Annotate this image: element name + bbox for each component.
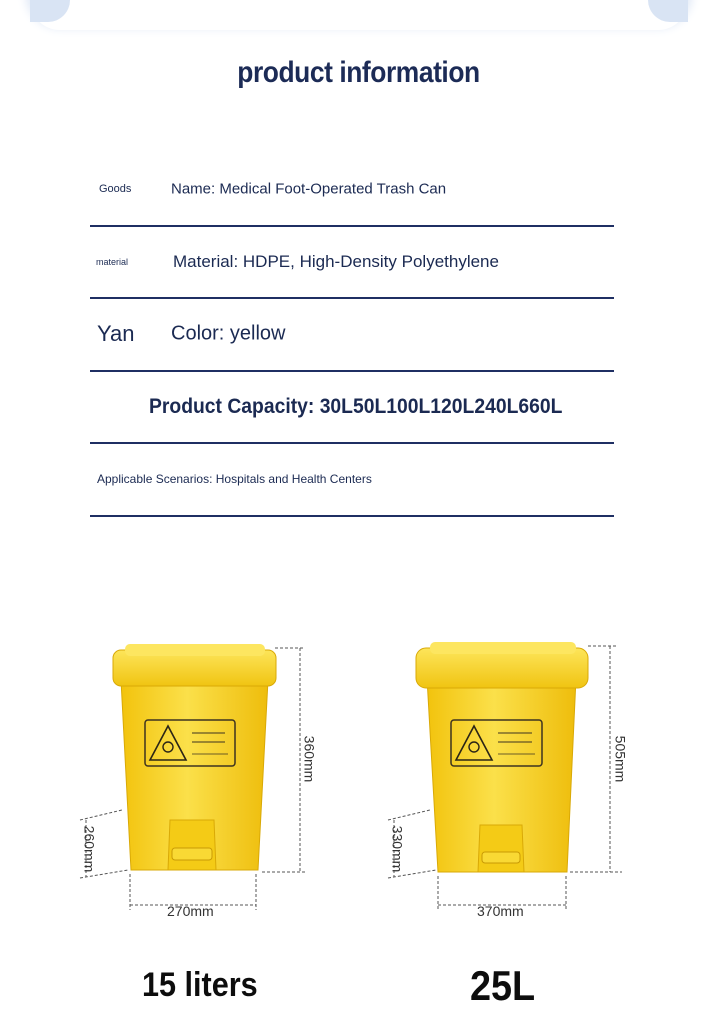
trash-can-small [113, 644, 276, 870]
depth-label-large: 330mm [389, 825, 406, 873]
row-value: Material: HDPE, High-Density Polyethylene [173, 251, 499, 271]
width-label-large: 370mm [477, 903, 524, 919]
depth-label-small: 260mm [81, 825, 98, 873]
row-value: Name: Medical Foot-Operated Trash Can [171, 180, 447, 198]
row-label: material [96, 256, 129, 267]
info-row-capacity [90, 372, 614, 445]
height-label-small: 360mm [301, 735, 318, 783]
banner-corner-left [30, 0, 70, 22]
row-label: Goods [99, 183, 132, 196]
trash-can-large [416, 642, 588, 872]
dimension-drawing [0, 620, 717, 920]
row-value: Color: yellow [171, 322, 286, 345]
info-row-material [90, 227, 614, 300]
product-dimensions [0, 620, 717, 920]
width-label-small: 270mm [167, 903, 214, 919]
info-row-scenarios [90, 444, 614, 517]
info-row-name [90, 154, 614, 227]
info-row-color [90, 299, 614, 372]
row-value: Applicable Scenarios: Hospitals and Health Centers [97, 472, 372, 487]
banner-corner-right [648, 0, 688, 22]
row-value: Product Capacity: 30L50L100L120L240L660L [149, 394, 563, 418]
page-title: product information [237, 56, 480, 89]
height-label-large: 505mm [612, 735, 629, 783]
top-banner [30, 0, 688, 30]
capacity-caption-large: 25L [470, 962, 536, 1009]
capacity-caption-small: 15 liters [142, 966, 258, 1004]
row-label: Yan [97, 321, 135, 347]
product-info-table [90, 154, 614, 517]
